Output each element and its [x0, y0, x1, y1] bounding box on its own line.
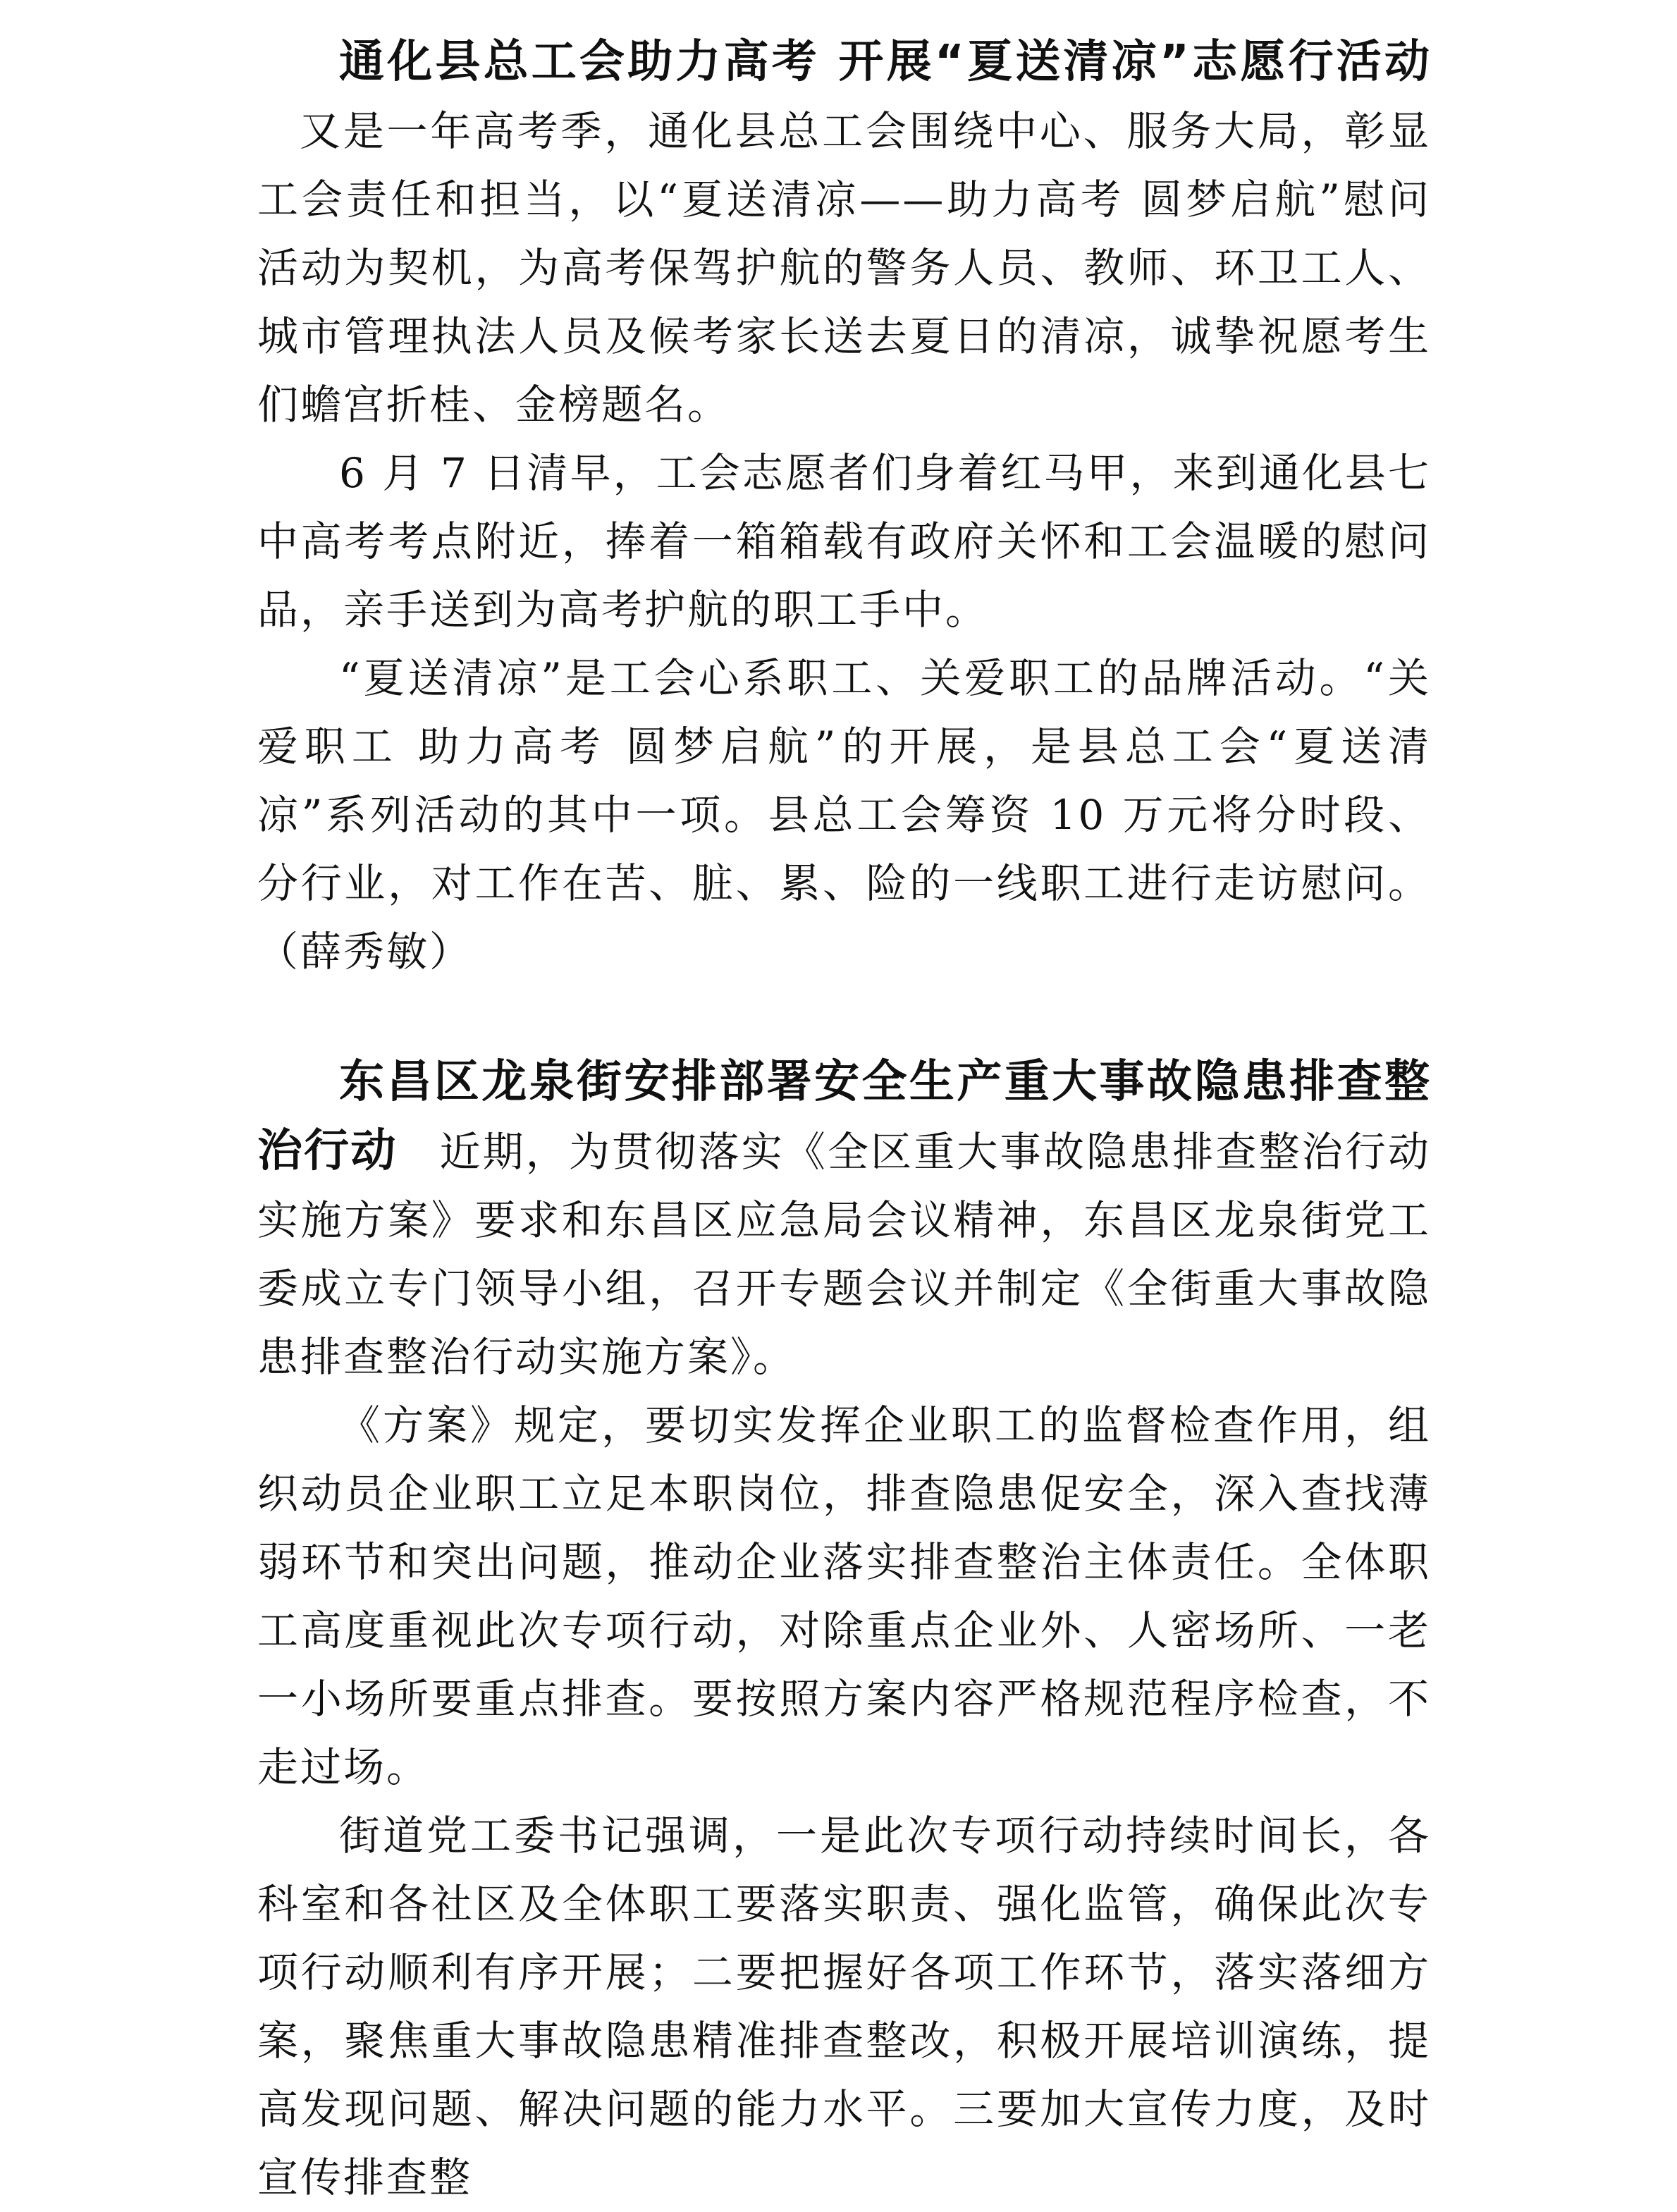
- article-paragraph: 街道党工委书记强调，一是此次专项行动持续时间长，各科室和各社区及全体职工要落实职责、强化监管，确保此次专项行动顺利有序开展；二要把握好各项工作环节，落实落细方案，聚焦重大事故隐患精准排查整改，积极开展培训演练，提高发现问题、解决问题的能力水平。三要加大宣传力度，及时宣传排查整: [257, 1812, 1431, 2201]
- article-1: [257, 28, 1431, 986]
- article-paragraph: 6 月 7 日清早，工会志愿者们身着红马甲，来到通化县七中高考考点附近，捧着一箱箱载有政府关怀和工会温暖的慰问品，亲手送到为高考护航的职工手中。: [257, 449, 1431, 634]
- article-lead-text: 近期，为贯彻落实《全区重大事故隐患排查整治行动实施方案》要求和东昌区应急局会议精神，东昌区龙泉街党工委成立专门领导小组，召开专题会议并制定《全街重大事故隐患排查整治行动实施方案》。: [257, 1128, 1431, 1381]
- article-headline: 东昌区龙泉街安排部署安全生产重大事故隐患排查整治行动: [257, 1056, 1431, 1177]
- article-paragraph: “夏送清凉”是工会心系职工、关爱职工的品牌活动。“关爱职工 助力高考 圆梦启航”的开展，是县总工会“夏送清凉”系列活动的其中一项。县总工会筹资 10 万元将分时段、分行业，对工作在苦、脏、累、险的一线职工进行走访慰问。（薛秀敏）: [257, 654, 1431, 976]
- article-lead-paragraph: [257, 28, 1431, 439]
- article-lead-paragraph: [257, 1048, 1431, 1391]
- article-paragraph: 《方案》规定，要切实发挥企业职工的监督检查作用，组织动员企业职工立足本职岗位，排查隐患促安全，深入查找薄弱环节和突出问题，推动企业落实排查整治主体责任。全体职工高度重视此次专项行动，对除重点企业外、人密场所、一老一小场所要重点排查。要按照方案内容严格规范程序检查，不走过场。: [257, 1401, 1431, 1791]
- document-page: [257, 28, 1431, 2212]
- article-headline: 通化县总工会助力高考 开展“夏送清凉”志愿行活动: [339, 36, 1431, 88]
- article-lead-text: 又是一年高考季，通化县总工会围绕中心、服务大局，彰显工会责任和担当，以“夏送清凉——助力高考 圆梦启航”慰问活动为契机，为高考保驾护航的警务人员、教师、环卫工人、城市管理执法人员及候考家长送去夏日的清凉，诚挚祝愿考生们蟾宫折桂、金榜题名。: [257, 107, 1431, 429]
- article-2: [257, 1048, 1431, 2212]
